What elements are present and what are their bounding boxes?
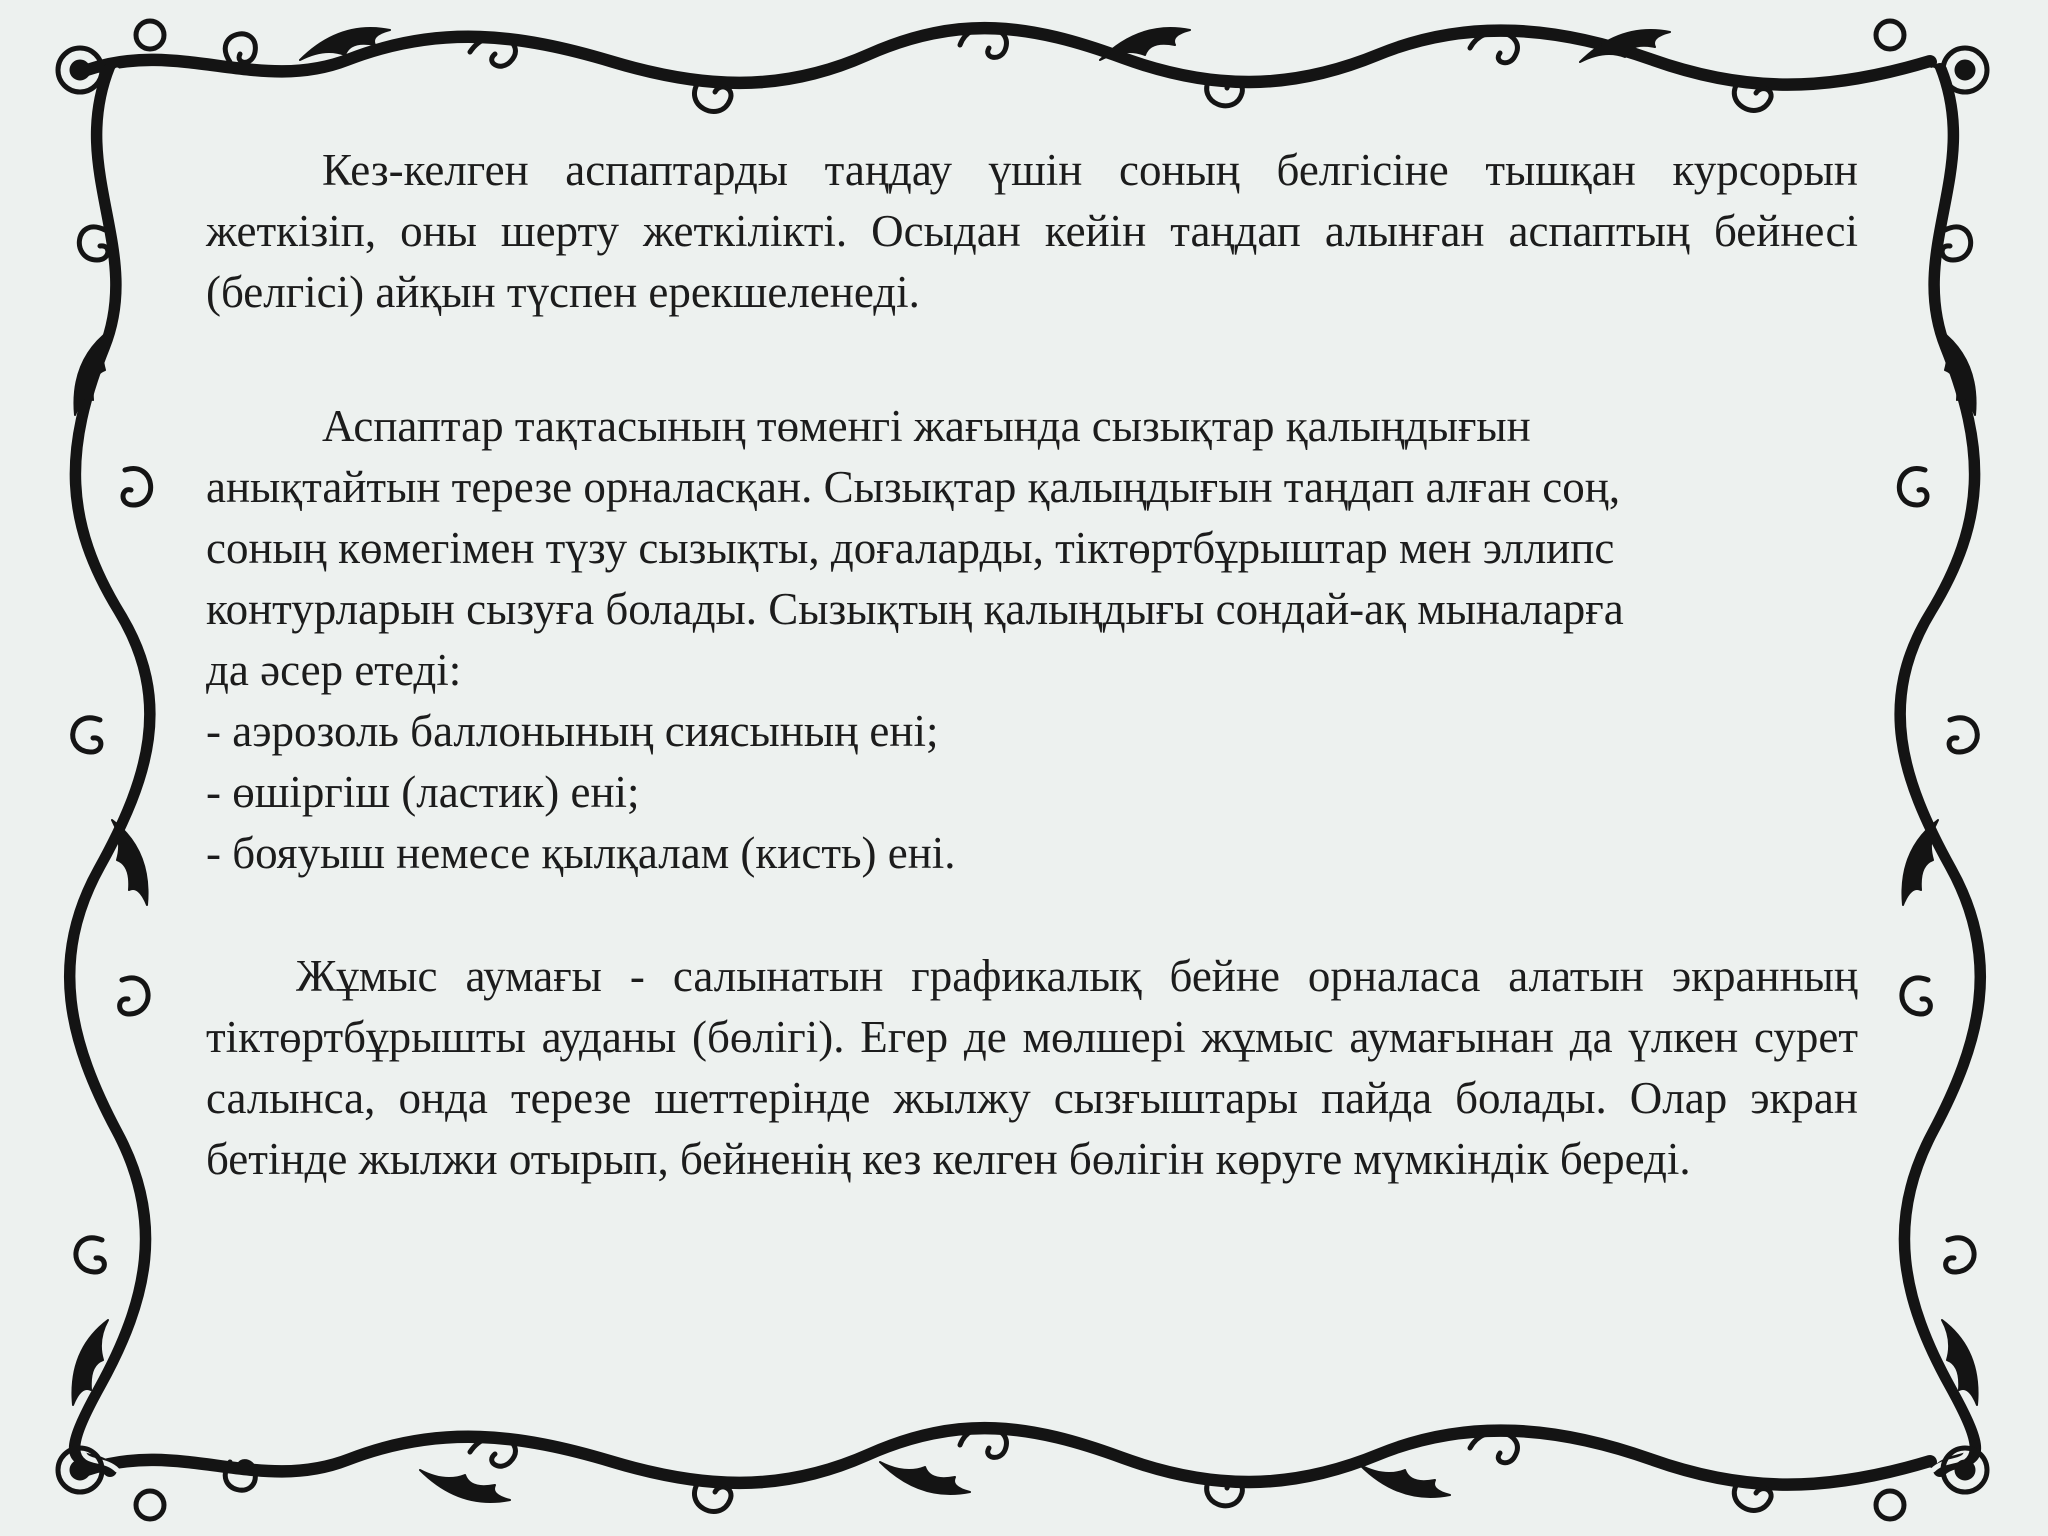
paragraph2-line-2: анықтайтын терезе орналасқан. Сызықтар қалыңдығын таңдап алған соң, (206, 462, 1621, 512)
list-item: - өшіргіш (ластик) ені; (206, 767, 640, 817)
paragraph2-line-4: контурларын сызуға болады. Сызықтың қалыңдығы сондай-ақ мыналарға (206, 584, 1624, 634)
paragraph-line-thickness (206, 396, 1858, 884)
paragraph-tool-selection: Кез-келген аспаптарды таңдау үшін соның белгісіне тышқан курсорын жеткізіп, оны шерту жеткілікті. Осыдан кейін таңдап алынған аспаптың бейнесі (белгісі) айқын түспен ерекшеленеді. (206, 145, 1858, 317)
paragraph2-line-5: да әсер етеді: (206, 645, 462, 695)
paragraph2-line-3: соның көмегімен түзу сызықты, доғаларды, тіктөртбұрыштар мен эллипс (206, 523, 1615, 573)
list-item: - бояуыш немесе қылқалам (кисть) ені. (206, 828, 956, 878)
paragraph2-line-1: Аспаптар тақтасының төменгі жағында сызықтар қалыңдығын (322, 401, 1531, 451)
list-item: - аэрозоль баллонының сиясының ені; (206, 706, 939, 756)
paragraph-work-area: Жұмыс аумағы - салынатын графикалық бейне орналаса алатын экранның тіктөртбұрышты ауданы (бөлігі). Егер де мөлшері жұмыс аумағынан да үлкен сурет салынса, онда терезе шеттерінде жылжу сызғыштары пайда болады. Олар экран бетінде жылжи отырып, бейненің кез келген бөлігін көруге мүмкіндік береді. (206, 951, 1858, 1184)
